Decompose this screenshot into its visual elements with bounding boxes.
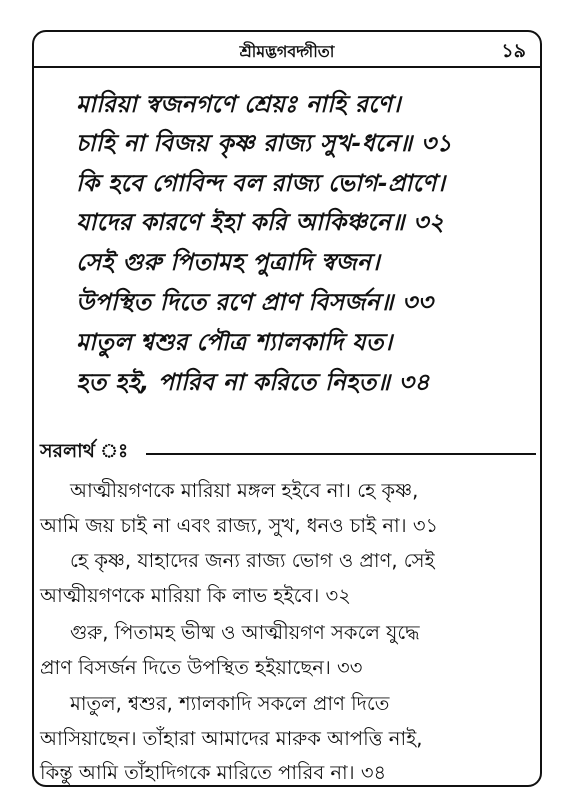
page-frame bbox=[32, 30, 542, 787]
verse-line: যাদের কারণে ইহা করি আকিঞ্চনে॥ ৩২ bbox=[76, 208, 445, 236]
prose-line: কিন্তু আমি তাঁহাদিগকে মারিতে পারিব না। ৩৪ bbox=[40, 761, 387, 784]
verse-line: মাতুল শ্বশুর পৌত্র শ্যালকাদি যত। bbox=[76, 328, 393, 356]
verse-line: চাহি না বিজয় কৃষ্ণ রাজ্য সুখ-ধনে॥ ৩১ bbox=[76, 129, 452, 157]
section-divider bbox=[146, 453, 536, 455]
running-header bbox=[34, 32, 540, 68]
verse-line: মারিয়া স্বজনগণে শ্রেয়ঃ নাহি রণে। bbox=[76, 90, 401, 118]
page-number: ১৯ bbox=[501, 40, 526, 62]
prose-line: আসিয়াছেন। তাঁহারা আমাদের মারুক আপত্তি নাই, bbox=[40, 727, 423, 750]
prose-line: প্রাণ বিসর্জন দিতে উপস্থিত হইয়াছেন। ৩৩ bbox=[40, 656, 363, 679]
prose-line: মাতুল, শ্বশুর, শ্যালকাদি সকলে প্রাণ দিতে bbox=[70, 692, 390, 715]
prose-line: হে কৃষ্ণ, যাহাদের জন্য রাজ্য ভোগ ও প্রাণ, সেই bbox=[70, 549, 435, 572]
prose-line: আমি জয় চাই না এবং রাজ্য, সুখ, ধনও চাই না। ৩১ bbox=[40, 514, 439, 537]
verse-line: সেই গুরু পিতামহ পুত্রাদি স্বজন। bbox=[76, 248, 380, 276]
prose-line: গুরু, পিতামহ ভীষ্ম ও আত্মীয়গণ সকলে যুদ্ধে bbox=[70, 621, 420, 644]
book-title: শ্রীমদ্ভগবদ্গীতা bbox=[239, 42, 335, 61]
verse-line: হত হই, পারিব না করিতে নিহত॥ ৩৪ bbox=[76, 368, 430, 396]
prose-line: আত্মীয়গণকে মারিয়া কি লাভ হইবে। ৩২ bbox=[40, 584, 351, 607]
verse-line: কি হবে গোবিন্দ বল রাজ্য ভোগ-প্রাণে। bbox=[76, 169, 446, 197]
verse-line: উপস্থিত দিতে রণে প্রাণ বিসর্জন॥ ৩৩ bbox=[76, 288, 434, 316]
section-heading: সরলার্থ ঃ bbox=[40, 440, 129, 462]
prose-line: আত্মীয়গণকে মারিয়া মঙ্গল হইবে না। হে কৃষ্ণ, bbox=[70, 479, 419, 502]
